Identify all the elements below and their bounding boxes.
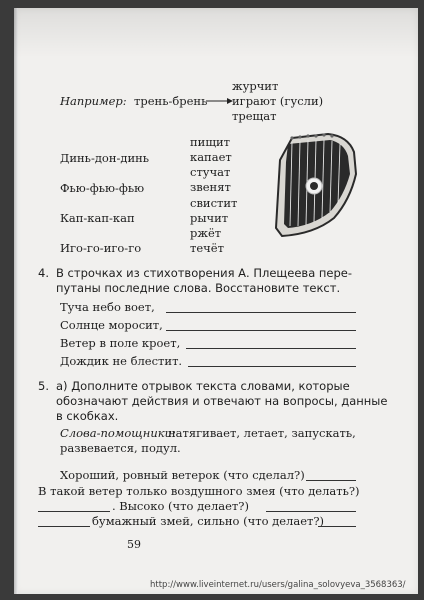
verb-item: стучат <box>190 165 231 179</box>
page-number: 59 <box>127 538 141 551</box>
gusli-illustration <box>270 130 360 240</box>
task5-instruction-line3: в скобках. <box>56 409 119 423</box>
answer-blank[interactable] <box>166 330 356 331</box>
verb-item: свистит <box>190 196 238 210</box>
task4-instruction-line2: путаны последние слова. Восстановите текст. <box>56 281 341 295</box>
verb-item: ржёт <box>190 226 222 240</box>
example-option-3: трещат <box>232 109 277 123</box>
helpers-words-line1: натягивает, летает, запускать, <box>168 426 356 440</box>
text-line-2: В такой ветер только воздушного змея (что делать?) <box>38 484 360 498</box>
answer-blank[interactable] <box>266 511 356 512</box>
answer-blank[interactable] <box>318 526 356 527</box>
example-label: Например: <box>60 94 127 108</box>
poem-line: Ветер в поле кроет, <box>60 336 181 350</box>
answer-blank[interactable] <box>166 312 356 313</box>
task5-instruction-line1: а) Дополните отрывок текста словами, которые <box>56 379 350 393</box>
example-phrase: трень-брень <box>134 94 208 108</box>
helpers-label: Слова-помощники: <box>60 426 176 440</box>
verb-item: капает <box>190 150 232 164</box>
sound-word: Кап-кап-кап <box>60 211 135 225</box>
verb-item: течёт <box>190 241 224 255</box>
answer-blank[interactable] <box>38 511 110 512</box>
poem-line: Дождик не блестит. <box>60 354 183 368</box>
verb-item: пищит <box>190 135 231 149</box>
answer-blank[interactable] <box>188 366 356 367</box>
task4-instruction-line1: В строчках из стихотворения А. Плещеева пере- <box>56 266 353 280</box>
sound-word: Динь-дон-динь <box>60 151 150 165</box>
task5-number: 5. <box>38 379 49 393</box>
poem-line: Туча небо воет, <box>60 300 155 314</box>
text-line-3: . Высоко (что делает?) <box>112 499 249 513</box>
answer-blank[interactable] <box>38 526 90 527</box>
verb-item: звенят <box>190 180 231 194</box>
sound-word: Иго-го-иго-го <box>60 241 142 255</box>
example-option-1: журчит <box>232 79 279 93</box>
text-line-1: Хороший, ровный ветерок (что сделал?) <box>60 468 305 482</box>
helpers-words-line2: развевается, подул. <box>60 441 181 455</box>
answer-blank[interactable] <box>186 348 356 349</box>
example-option-2: играют (гусли) <box>232 94 324 108</box>
text-line-4: бумажный змей, сильно (что делает?) <box>92 514 325 528</box>
arrow-right-icon <box>205 96 233 106</box>
task4-number: 4. <box>38 266 49 280</box>
answer-blank[interactable] <box>306 480 356 481</box>
verb-item: рычит <box>190 211 229 225</box>
task5-instruction-line2: обозначают действия и отвечают на вопросы, данные <box>56 394 388 408</box>
page-top-shading <box>14 8 418 58</box>
page-spine-shadow <box>14 8 18 594</box>
poem-line: Солнце моросит, <box>60 318 163 332</box>
footer-url: http://www.liveinternet.ru/users/galina_solovyeva_3568363/ <box>150 580 406 590</box>
sound-word: Фью-фью-фью <box>60 181 145 195</box>
